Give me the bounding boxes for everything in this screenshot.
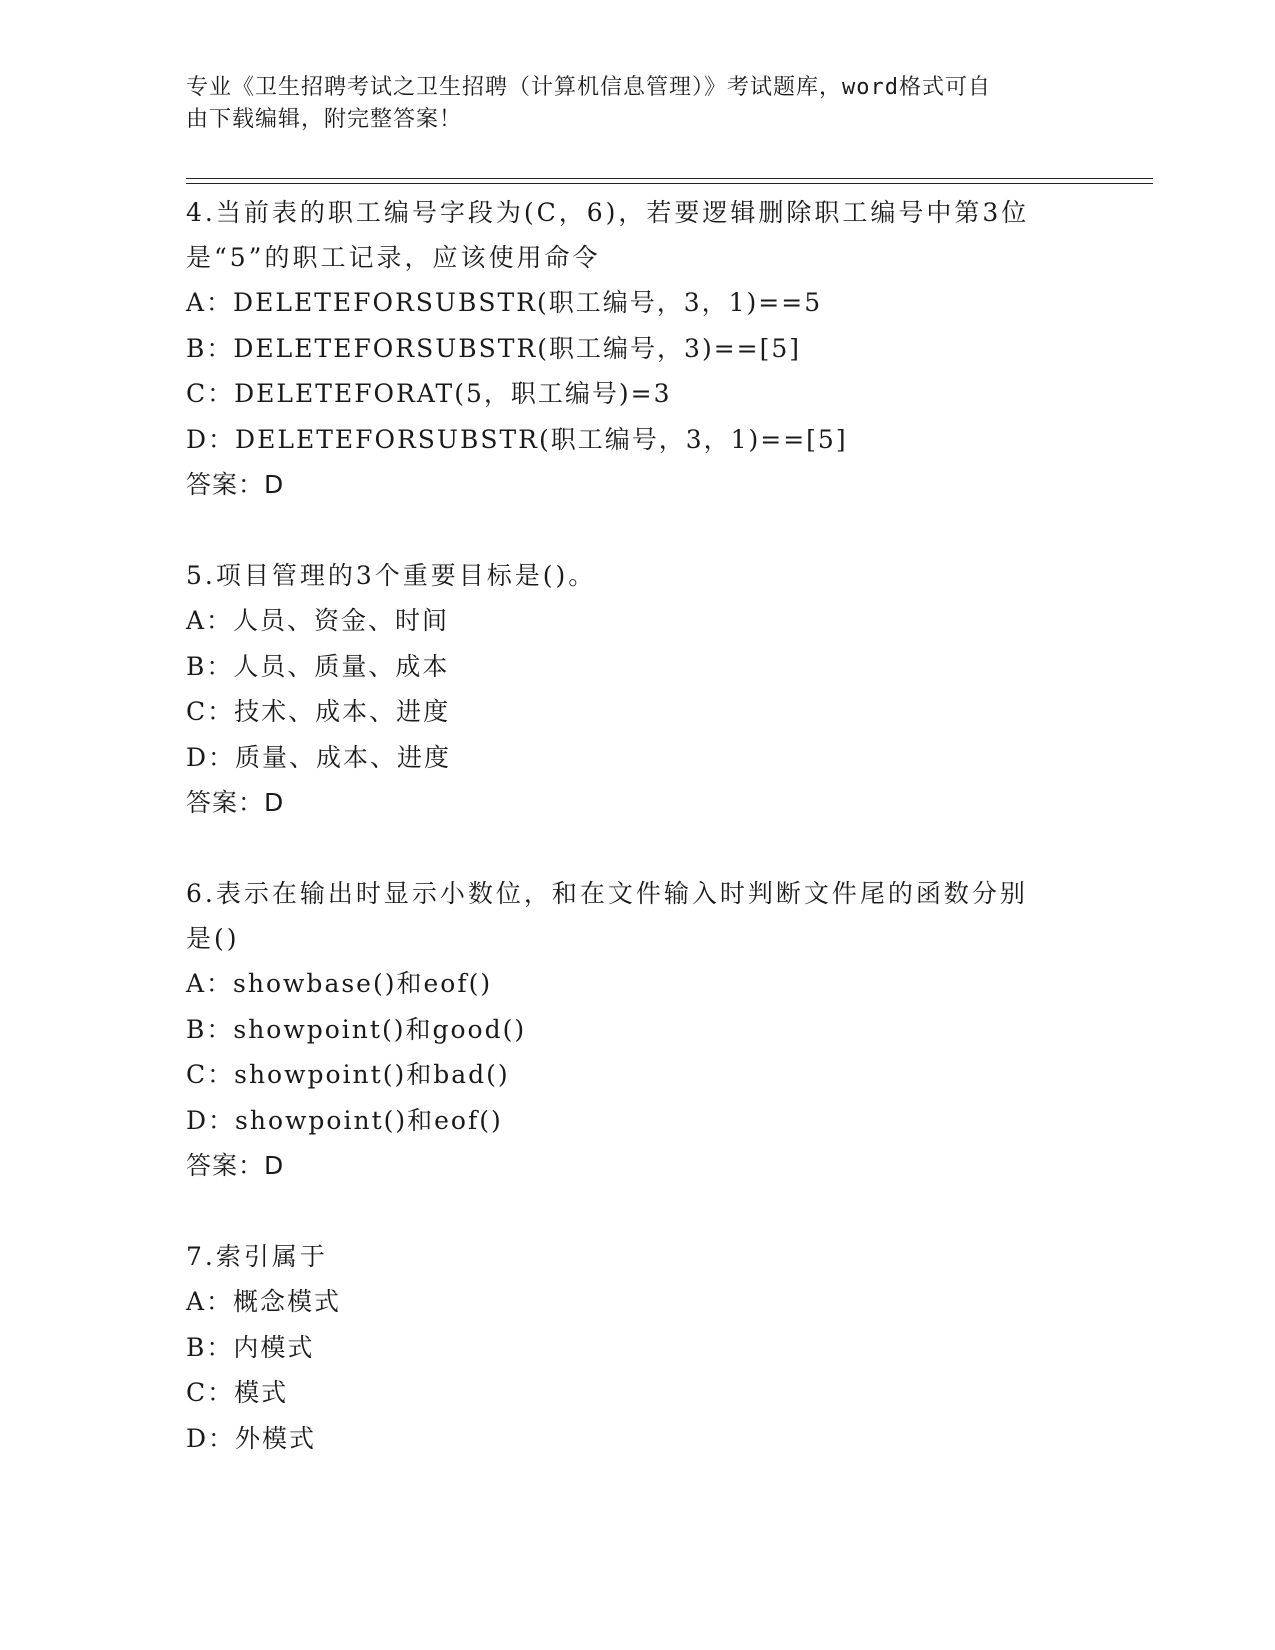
option-b: B：人员、质量、成本 bbox=[186, 651, 450, 681]
option-b: B：DELETEFORSUBSTR(职工编号，3)==[5] bbox=[186, 333, 802, 363]
question-list bbox=[186, 190, 1086, 1507]
question-stem bbox=[186, 553, 1086, 598]
question-6 bbox=[186, 871, 1086, 1188]
answer-label: 答案：D bbox=[186, 1151, 285, 1180]
question-stem bbox=[186, 190, 1086, 280]
option-c: C：DELETEFORAT(5，职工编号)=3 bbox=[186, 379, 672, 408]
option-d: D：外模式 bbox=[186, 1423, 317, 1453]
question-5 bbox=[186, 553, 1086, 825]
option-a: A：概念模式 bbox=[186, 1287, 342, 1316]
option-d: D：showpoint()和eof() bbox=[186, 1105, 503, 1135]
header-rule-top bbox=[186, 178, 1153, 179]
question-7 bbox=[186, 1234, 1086, 1461]
answer-label: 答案：D bbox=[186, 470, 285, 499]
question-stem-line: 7.索引属于 bbox=[186, 1242, 328, 1271]
question-stem bbox=[186, 1234, 1086, 1279]
option-b: B：showpoint()和good() bbox=[186, 1014, 527, 1044]
question-stem-line: 5.项目管理的3个重要目标是()。 bbox=[186, 561, 597, 590]
question-stem bbox=[186, 871, 1086, 961]
option-b: B：内模式 bbox=[186, 1332, 315, 1362]
question-stem-line: 6.表示在输出时显示小数位，和在文件输入时判断文件尾的函数分别 bbox=[186, 879, 1028, 908]
option-a: A：DELETEFORSUBSTR(职工编号，3，1)==5 bbox=[186, 288, 823, 317]
option-c: C：模式 bbox=[186, 1378, 289, 1407]
option-a: A：人员、资金、时间 bbox=[186, 606, 450, 635]
header-line-1: 专业《卫生招聘考试之卫生招聘（计算机信息管理）》考试题库，word格式可自 bbox=[186, 75, 991, 100]
answer-label: 答案：D bbox=[186, 788, 285, 817]
option-d: D：DELETEFORSUBSTR(职工编号，3，1)==[5] bbox=[186, 424, 848, 454]
header-rule-bottom bbox=[186, 183, 1153, 184]
question-4 bbox=[186, 190, 1086, 507]
option-d: D：质量、成本、进度 bbox=[186, 742, 452, 772]
option-a: A：showbase()和eof() bbox=[186, 969, 493, 998]
document-header bbox=[186, 72, 1066, 136]
option-c: C：技术、成本、进度 bbox=[186, 697, 451, 726]
question-stem-line: 是“5”的职工记录，应该使用命令 bbox=[186, 243, 601, 272]
option-c: C：showpoint()和bad() bbox=[186, 1060, 510, 1089]
header-line-2: 由下载编辑，附完整答案！ bbox=[186, 107, 463, 132]
question-stem-line: 4.当前表的职工编号字段为(C，6)，若要逻辑删除职工编号中第3位 bbox=[186, 198, 1030, 227]
question-stem-line: 是() bbox=[186, 924, 240, 953]
